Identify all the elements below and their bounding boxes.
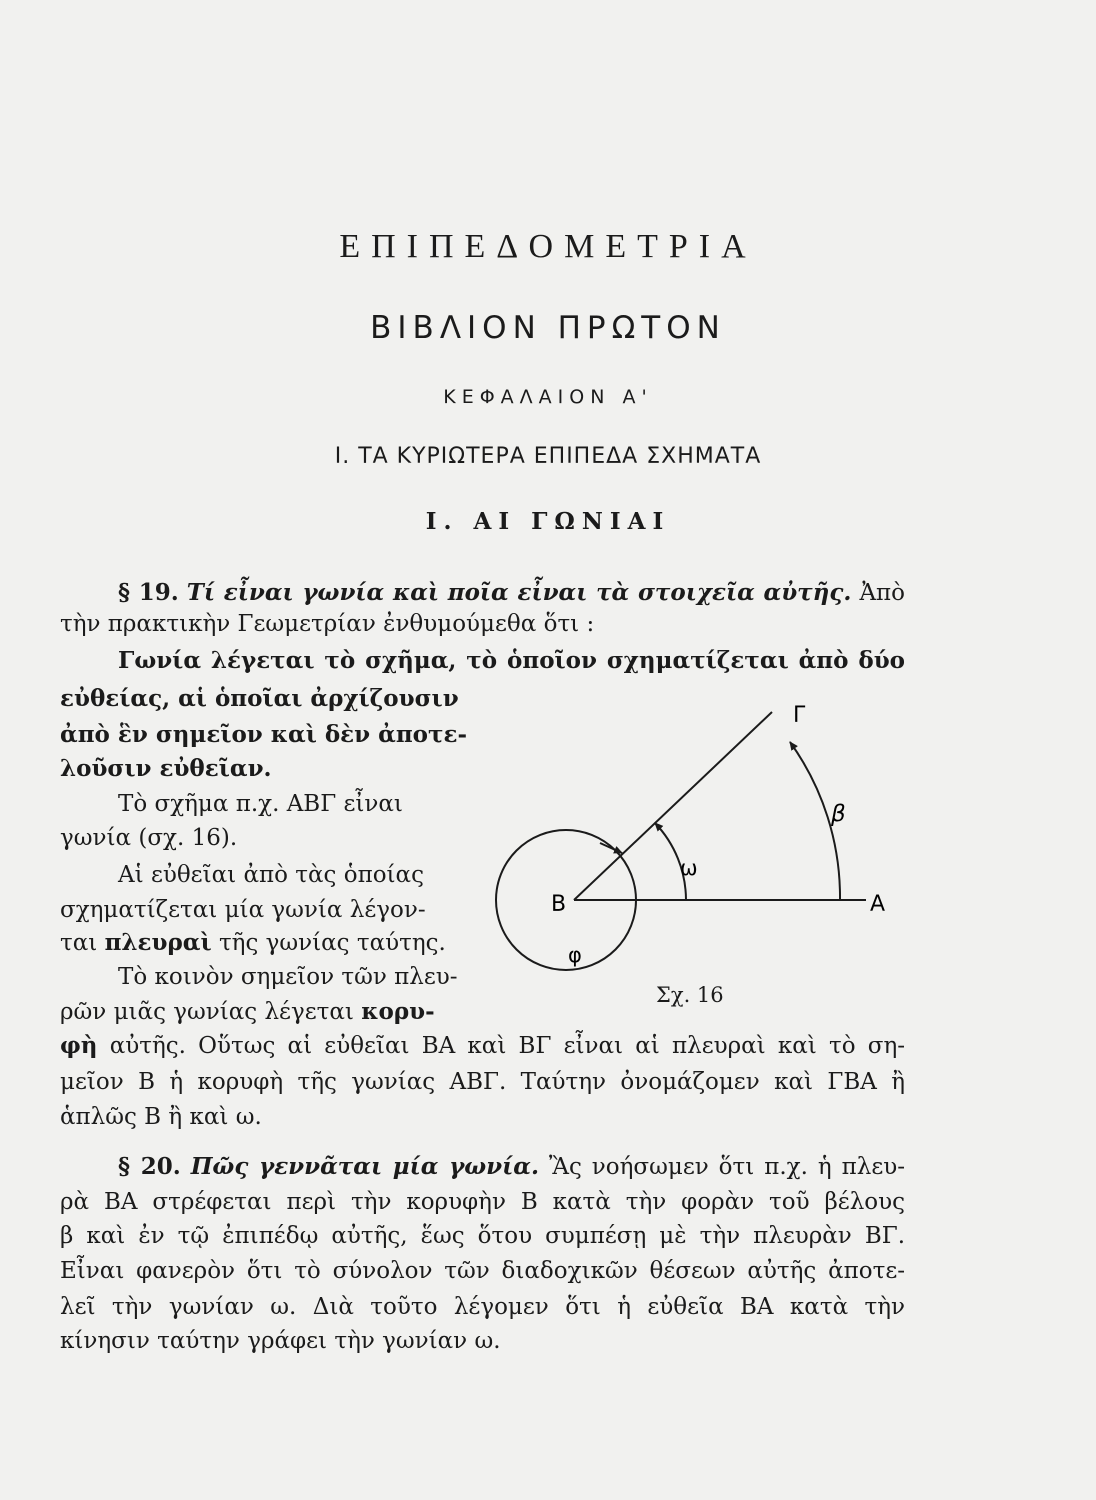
- para19-text-4: σχηματίζεται μία γωνία λέγον-: [60, 897, 426, 923]
- subsection-heading: Ι. ΑΙ ΓΩΝΙΑΙ: [425, 508, 671, 535]
- figure-caption: Σχ. 16: [656, 983, 724, 1007]
- para19-text-1: Τὸ σχῆμα π.χ. ΑΒΓ εἶναι: [118, 791, 403, 817]
- para19-definition-1: Γωνία λέγεται τὸ σχῆμα, τὸ ὁποῖον σχηματίζεται ἀπὸ δύο: [118, 647, 905, 674]
- label-phi: φ: [568, 943, 582, 967]
- phi-arrow: [600, 843, 622, 853]
- para20-line-4: Εἶναι φανερὸν ὅτι τὸ σύνολον τῶν διαδοχικῶν θέσεων αὐτῆς ἀποτε-: [60, 1258, 905, 1284]
- label-g: Γ: [793, 703, 806, 728]
- term-vertex-start: κορυ-: [361, 998, 435, 1025]
- para20-line-6: κίνησιν ταύτην γράφει τὴν γωνίαν ω.: [60, 1328, 501, 1354]
- para20-heading: Πῶς γεννᾶται μία γωνία.: [190, 1153, 539, 1180]
- term-vertex-end: φὴ: [60, 1032, 98, 1059]
- para19-heading: Τί εἶναι γωνία καὶ ποῖα εἶναι τὰ στοιχεῖα αὐτῆς.: [186, 579, 852, 606]
- para20-line-2: ρὰ ΒΑ στρέφεται περὶ τὴν κορυφὴν Β κατὰ τὴν φορὰν τοῦ βέλους: [60, 1189, 905, 1215]
- para19-text-5-pre: ται: [60, 930, 98, 956]
- para19-line1-tail: Ἀπὸ: [859, 580, 906, 606]
- para20-line-5: λεῖ τὴν γωνίαν ω. Διὰ τοῦτο λέγομεν ὅτι ἡ εὐθεῖα ΒΑ κατὰ τὴν: [60, 1294, 905, 1320]
- para19-text-5-post: τῆς γωνίας ταύτης.: [218, 930, 446, 956]
- para19-text-8-post: αὐτῆς. Οὕτως αἱ εὐθεῖαι ΒΑ καὶ ΒΓ εἶναι αἱ πλευραὶ καὶ τὸ ση-: [109, 1033, 906, 1059]
- para19-text-7-pre: ρῶν μιᾶς γωνίας λέγεται: [60, 999, 354, 1025]
- para19-text-9: μεῖον Β ἡ κορυφὴ τῆς γωνίας ΑΒΓ. Ταύτην ὀνομάζομεν καὶ ΓΒΑ ἢ: [60, 1069, 905, 1095]
- para19-line-2: τὴν πρακτικὴν Γεωμετρίαν ἐνθυμούμεθα ὅτι :: [60, 611, 595, 637]
- para19-text-6: Τὸ κοινὸν σημεῖον τῶν πλευ-: [118, 964, 458, 990]
- label-vertex-b: Β: [551, 892, 567, 917]
- label-beta: β: [831, 801, 846, 827]
- para19-text-2: γωνία (σχ. 16).: [60, 825, 238, 851]
- book-heading: ΒΙΒΛΙΟΝ ΠΡΩΤΟΝ: [370, 310, 726, 346]
- para19-definition-2: εὐθείας, αἱ ὁποῖαι ἀρχίζουσιν: [60, 685, 459, 712]
- chapter-heading: ΚΕΦΑΛΑΙΟΝ Α': [443, 386, 653, 408]
- term-sides: πλευραὶ: [104, 929, 212, 956]
- para20-line-3: β καὶ ἐν τῷ ἐπιπέδῳ αὐτῆς, ἕως ὅτου συμπέσῃ μὲ τὴν πλευρὰν ΒΓ.: [60, 1223, 905, 1249]
- para19-definition-3: ἀπὸ ἓν σημεῖον καὶ δὲν ἀποτε-: [60, 721, 468, 748]
- para19-text-3: Αἱ εὐθεῖαι ἀπὸ τὰς ὁποίας: [118, 862, 424, 888]
- label-omega: ω: [680, 856, 698, 880]
- para20-number: § 20.: [118, 1153, 181, 1180]
- label-a: Α: [870, 892, 886, 917]
- para19-number: § 19.: [118, 579, 179, 606]
- ray-bg: [574, 712, 772, 900]
- para20-line1-tail: Ἂς νοήσωμεν ὅτι π.χ. ἡ πλευ-: [548, 1154, 906, 1180]
- para19-definition-4: λοῦσιν εὐθεῖαν.: [60, 755, 272, 782]
- para19-text-10: ἁπλῶς Β ἢ καὶ ω.: [60, 1104, 262, 1130]
- page-title: ΕΠΙΠΕΔΟΜΕΤΡΙΑ: [339, 228, 757, 265]
- section-heading: Ι. ΤΑ ΚΥΡΙΩΤΕΡΑ ΕΠΙΠΕΔΑ ΣΧΗΜΑΤΑ: [334, 444, 762, 469]
